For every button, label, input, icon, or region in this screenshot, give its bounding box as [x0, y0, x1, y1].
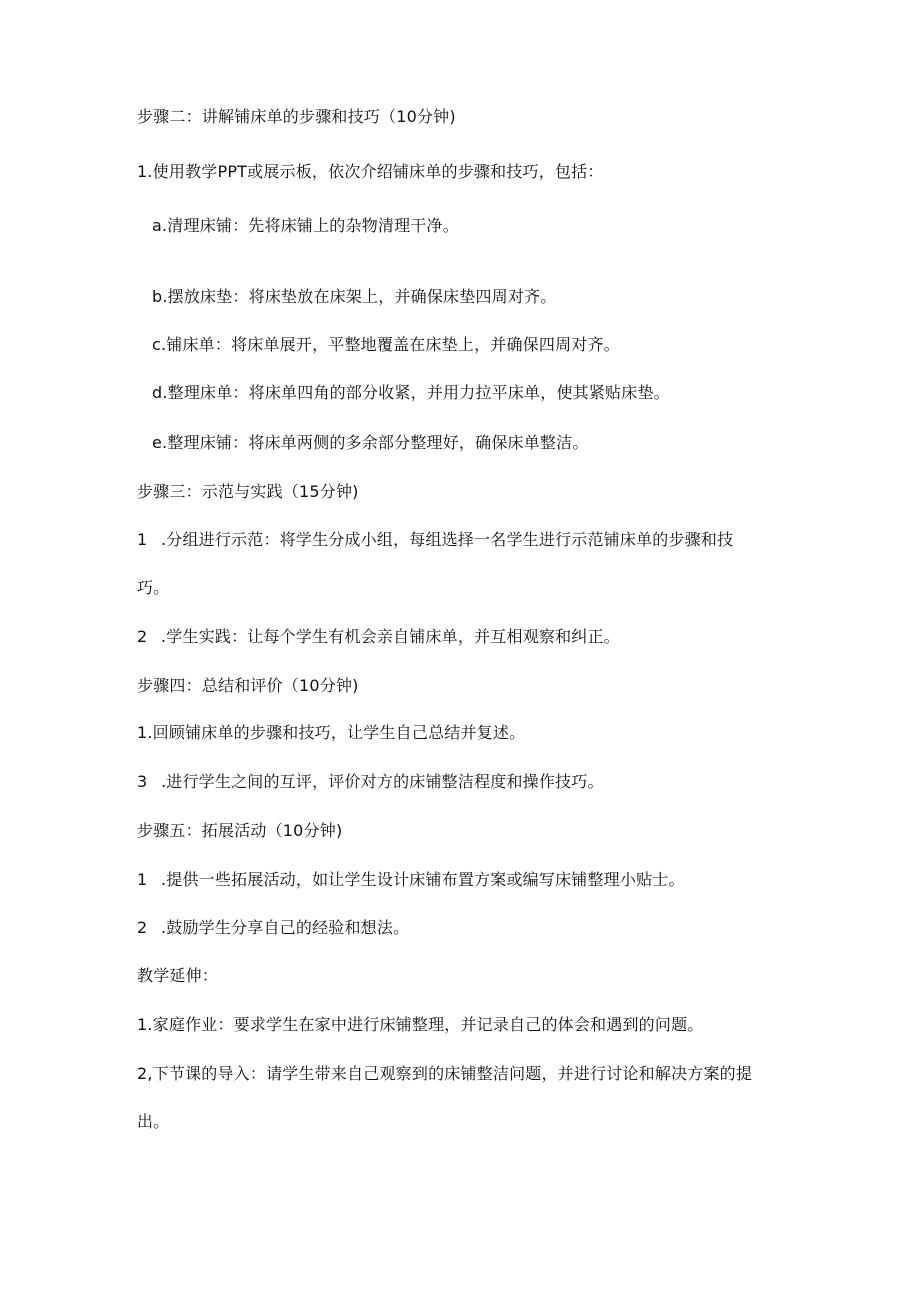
- step2-item-1: 1.使用教学PPT或展示板，依次介绍铺床单的步骤和技巧，包括：: [137, 162, 604, 181]
- step3-item-1-number: 1: [137, 530, 148, 549]
- step3-item-2-text: .学生实践：让每个学生有机会亲自铺床单，并互相观察和纠正。: [161, 627, 620, 646]
- step4-item-2-number: 3: [137, 772, 148, 791]
- step4-item-1: 1.回顾铺床单的步骤和技巧，让学生自己总结并复述。: [137, 723, 526, 742]
- step3-item-1: [137, 529, 733, 551]
- step2-sub-c: c.铺床单：将床单展开，平整地覆盖在床垫上，并确保四周对齐。: [152, 335, 620, 354]
- step4-item-2: [137, 771, 604, 793]
- extension-heading: 教学延伸：: [137, 966, 219, 985]
- step3-item-1-text: .分组进行示范：将学生分成小组，每组选择一名学生进行示范铺床单的步骤和技: [161, 530, 734, 549]
- step5-item-1-text: .提供一些拓展活动，如让学生设计床铺布置方案或编写床铺整理小贴士。: [161, 870, 685, 889]
- step5-item-1: [137, 869, 685, 891]
- step3-item-2: [137, 626, 620, 648]
- extension-item-2-continued: 出。: [137, 1112, 170, 1131]
- step4-item-2-text: .进行学生之间的互评，评价对方的床铺整洁程度和操作技巧。: [161, 772, 604, 791]
- step5-heading: 步骤五：拓展活动（10分钟): [137, 821, 343, 840]
- step2-sub-e: e.整理床铺：将床单两侧的多余部分整理好，确保床单整洁。: [152, 433, 589, 452]
- step2-sub-a: a.清理床铺：先将床铺上的杂物清理干净。: [152, 216, 459, 235]
- step2-heading: 步骤二：讲解铺床单的步骤和技巧（10分钟): [137, 107, 456, 126]
- extension-item-2: 2,下节课的导入：请学生带来自己观察到的床铺整洁问题，并进行讨论和解决方案的提: [137, 1064, 753, 1083]
- extension-item-1: 1.家庭作业：要求学生在家中进行床铺整理，并记录自己的体会和遇到的问题。: [137, 1015, 704, 1034]
- step2-sub-d: d.整理床单：将床单四角的部分收紧，并用力拉平床单，使其紧贴床垫。: [152, 383, 670, 402]
- step5-item-2-text: .鼓励学生分享自己的经验和想法。: [161, 918, 410, 937]
- step3-heading: 步骤三：示范与实践（15分钟): [137, 482, 359, 501]
- step5-item-2: [137, 917, 409, 939]
- step3-item-2-number: 2: [137, 627, 148, 646]
- step4-heading: 步骤四：总结和评价（10分钟): [137, 676, 359, 695]
- step2-sub-b: b.摆放床垫：将床垫放在床架上，并确保床垫四周对齐。: [152, 287, 557, 306]
- step3-item-1-continued: 巧。: [137, 578, 170, 597]
- step5-item-1-number: 1: [137, 870, 148, 889]
- step5-item-2-number: 2: [137, 918, 148, 937]
